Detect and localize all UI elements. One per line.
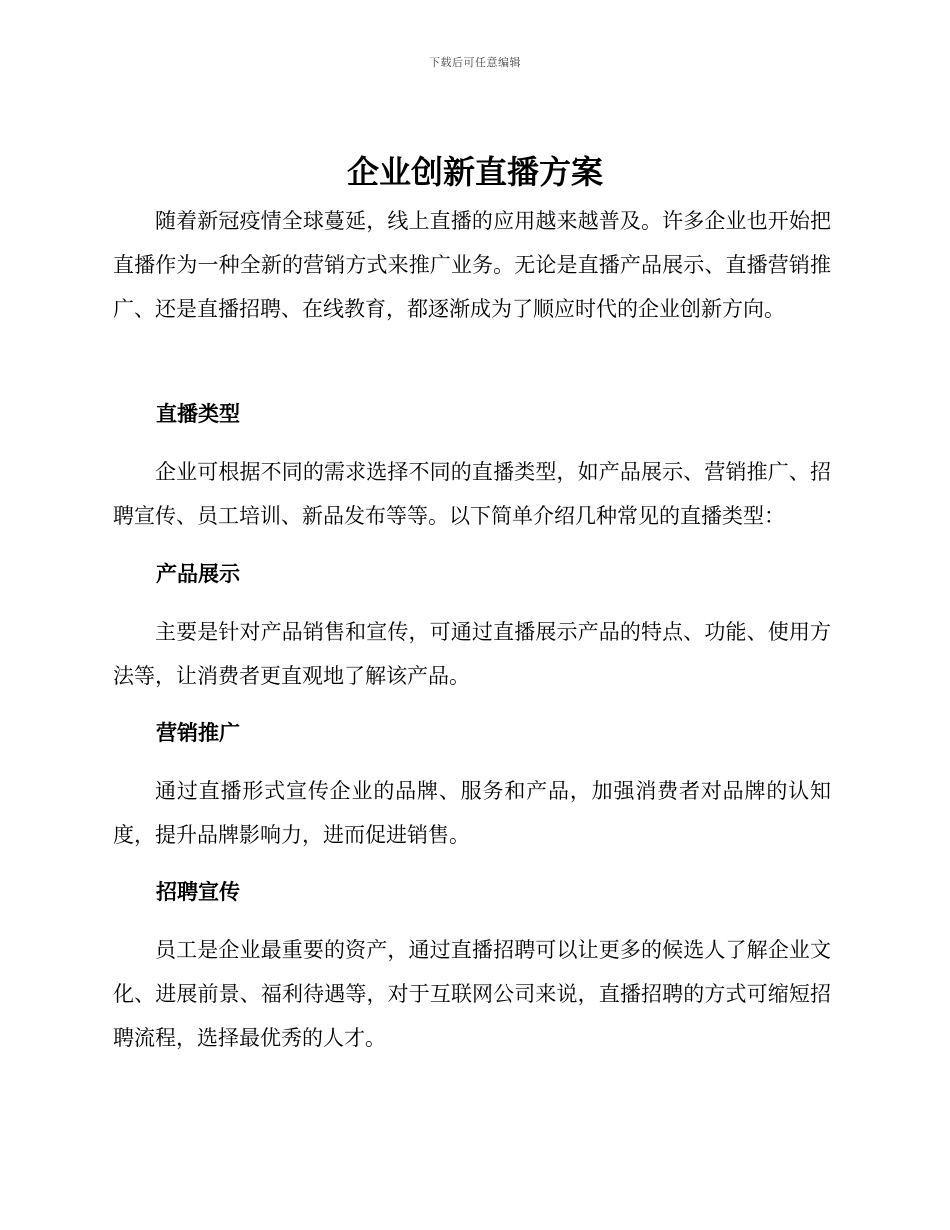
section-heading-marketing: 营销推广 <box>156 721 240 745</box>
section-heading-product-showcase: 产品展示 <box>156 562 240 586</box>
document-title: 企业创新直播方案 <box>346 153 603 191</box>
section-body-recruitment: 员工是企业最重要的资产，通过直播招聘可以让更多的候选人了解企业文化、进展前景、福利待遇等，对于互联网公司来说，直播招聘的方式可缩短招聘流程，选择最优秀的人才。 <box>113 938 831 1050</box>
section-body-live-types: 企业可根据不同的需求选择不同的直播类型，如产品展示、营销推广、招聘宣传、员工培训、新品发布等等。以下简单介绍几种常见的直播类型： <box>113 460 831 528</box>
section-body-marketing: 通过直播形式宣传企业的品牌、服务和产品，加强消费者对品牌的认知度，提升品牌影响力，进而促进销售。 <box>113 779 831 847</box>
section-heading-live-types: 直播类型 <box>156 402 240 426</box>
section-heading-recruitment: 招聘宣传 <box>156 880 240 904</box>
section-body-product-showcase: 主要是针对产品销售和宣传，可通过直播展示产品的特点、功能、使用方法等，让消费者更直观地了解该产品。 <box>113 620 831 688</box>
page-header-note: 下载后可任意编辑 <box>429 56 521 69</box>
intro-paragraph: 随着新冠疫情全球蔓延，线上直播的应用越来越普及。许多企业也开始把直播作为一种全新的营销方式来推广业务。无论是直播产品展示、直播营销推广、还是直播招聘、在线教育，都逐渐成为了顺应时代的企业创新方向。 <box>113 209 831 321</box>
